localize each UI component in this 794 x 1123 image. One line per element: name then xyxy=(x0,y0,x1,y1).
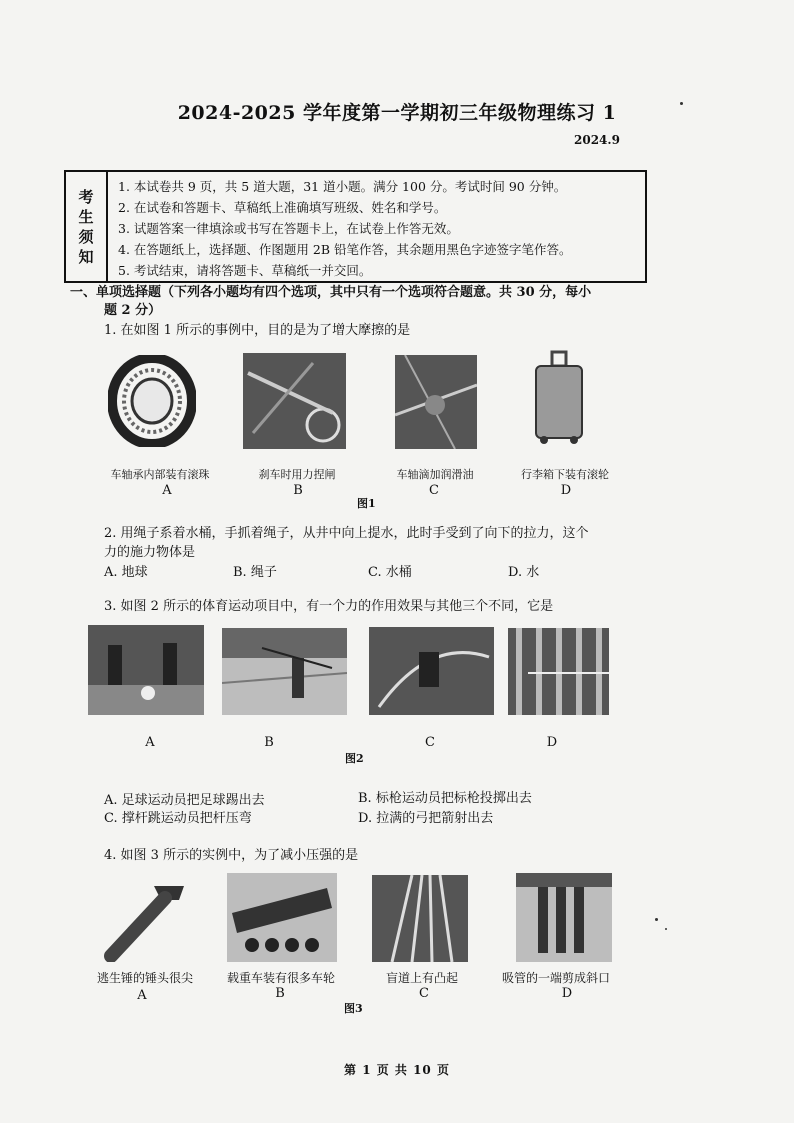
q1-letter-a: A xyxy=(162,483,172,498)
notice-label-char: 知 xyxy=(78,247,94,266)
q3-option-b: B. 标枪运动员把标枪投掷出去 xyxy=(358,791,532,806)
question-1-stem: 1. 在如图 1 所示的事例中，目的是为了增大摩擦的是 xyxy=(104,323,411,338)
candidate-notice-box xyxy=(64,170,647,283)
question-2-stem: 2. 用绳子系着水桶，手抓着绳子，从井中向上提水，此时手受到了向下的拉力，这个 xyxy=(104,526,589,541)
question-2-stem-cont: 力的施力物体是 xyxy=(104,545,196,560)
q4-letter-a: A xyxy=(137,988,147,1003)
bike-brake-image xyxy=(243,353,346,449)
q3-letter-a: A xyxy=(145,735,155,750)
q3-option-d: D. 拉满的弓把箭射出去 xyxy=(358,811,494,826)
q4-letter-c: C xyxy=(419,986,429,1001)
figure-2-label: 图2 xyxy=(345,752,364,765)
section-heading: 一、单项选择题（下列各小题均有四个选项，其中只有一个选项符合题意。共 30 分，每小 xyxy=(70,285,592,300)
q1-letter-c: C xyxy=(429,483,439,498)
page-number: 第 1 页 共 10 页 xyxy=(344,1063,450,1077)
drinking-straw-image xyxy=(516,873,612,962)
scan-speck xyxy=(680,102,683,105)
escape-hammer-image xyxy=(99,878,189,962)
q1-caption-a: 车轴承内部装有滚珠 xyxy=(110,468,210,481)
notice-item: 3. 试题答案一律填涂或书写在答题卡上，在试卷上作答无效。 xyxy=(118,221,459,236)
question-4-stem: 4. 如图 3 所示的实例中，为了减小压强的是 xyxy=(104,848,359,863)
q4-caption-d: 吸管的一端剪成斜口 xyxy=(501,971,610,985)
archery-image xyxy=(508,628,609,715)
tactile-paving-image xyxy=(372,875,468,962)
q2-option-c: C. 水桶 xyxy=(368,565,412,580)
figure-1-label: 图1 xyxy=(357,497,376,510)
q4-caption-b: 载重车装有很多车轮 xyxy=(226,971,335,985)
scan-speck xyxy=(655,918,658,921)
notice-label xyxy=(66,172,108,281)
notice-label-char: 生 xyxy=(78,207,94,226)
q3-option-c: C. 撑杆跳运动员把杆压弯 xyxy=(104,811,252,826)
q3-letter-c: C xyxy=(425,735,435,750)
javelin-image xyxy=(222,628,347,715)
q1-letter-b: B xyxy=(293,483,303,498)
notice-item: 2. 在试卷和答题卡、草稿纸上准确填写班级、姓名和学号。 xyxy=(118,200,447,215)
notice-label-char: 须 xyxy=(78,227,94,246)
notice-item: 5. 考试结束，请将答题卡、草稿纸一并交回。 xyxy=(118,263,372,278)
q4-caption-c: 盲道上有凸起 xyxy=(385,971,458,985)
q1-caption-c: 车轴滴加润滑油 xyxy=(396,468,474,481)
figure-3-label: 图3 xyxy=(344,1002,363,1015)
q4-letter-d: D xyxy=(561,986,573,1001)
q3-option-a: A. 足球运动员把足球踢出去 xyxy=(104,793,265,808)
q2-option-b: B. 绳子 xyxy=(233,565,277,580)
exam-date: 2024.9 xyxy=(574,133,620,147)
notice-item: 4. 在答题纸上，选择题、作图题用 2B 铅笔作答，其余题用黑色字迹签字笔作答。 xyxy=(118,242,572,257)
football-image xyxy=(88,625,204,715)
q3-letter-d: D xyxy=(546,735,558,750)
q4-letter-b: B xyxy=(275,986,285,1001)
axle-lubrication-image xyxy=(395,355,477,449)
q2-option-a: A. 地球 xyxy=(104,565,148,580)
heavy-truck-image xyxy=(227,873,337,962)
notice-label-char: 考 xyxy=(78,187,94,206)
bearing-image xyxy=(108,355,196,447)
notice-item: 1. 本试卷共 9 页，共 5 道大题，31 道小题。满分 100 分。考试时间 90 分钟。 xyxy=(118,179,567,194)
pole-vault-image xyxy=(369,627,494,715)
section-heading-cont: 题 2 分） xyxy=(104,303,162,318)
q1-caption-d: 行李箱下装有滚轮 xyxy=(521,468,609,481)
notice-items xyxy=(118,176,641,281)
q1-letter-d: D xyxy=(560,483,572,498)
question-3-stem: 3. 如图 2 所示的体育运动项目中，有一个力的作用效果与其他三个不同，它是 xyxy=(104,599,554,614)
q3-letter-b: B xyxy=(264,735,274,750)
q1-caption-b: 刹车时用力捏闸 xyxy=(258,468,336,481)
scan-speck xyxy=(665,928,667,930)
page-title: 2024-2025 学年度第一学期初三年级物理练习 1 xyxy=(177,102,617,124)
q2-option-d: D. 水 xyxy=(508,565,540,580)
luggage-image xyxy=(530,350,588,445)
q4-caption-a: 逃生锤的锤头很尖 xyxy=(96,971,193,985)
